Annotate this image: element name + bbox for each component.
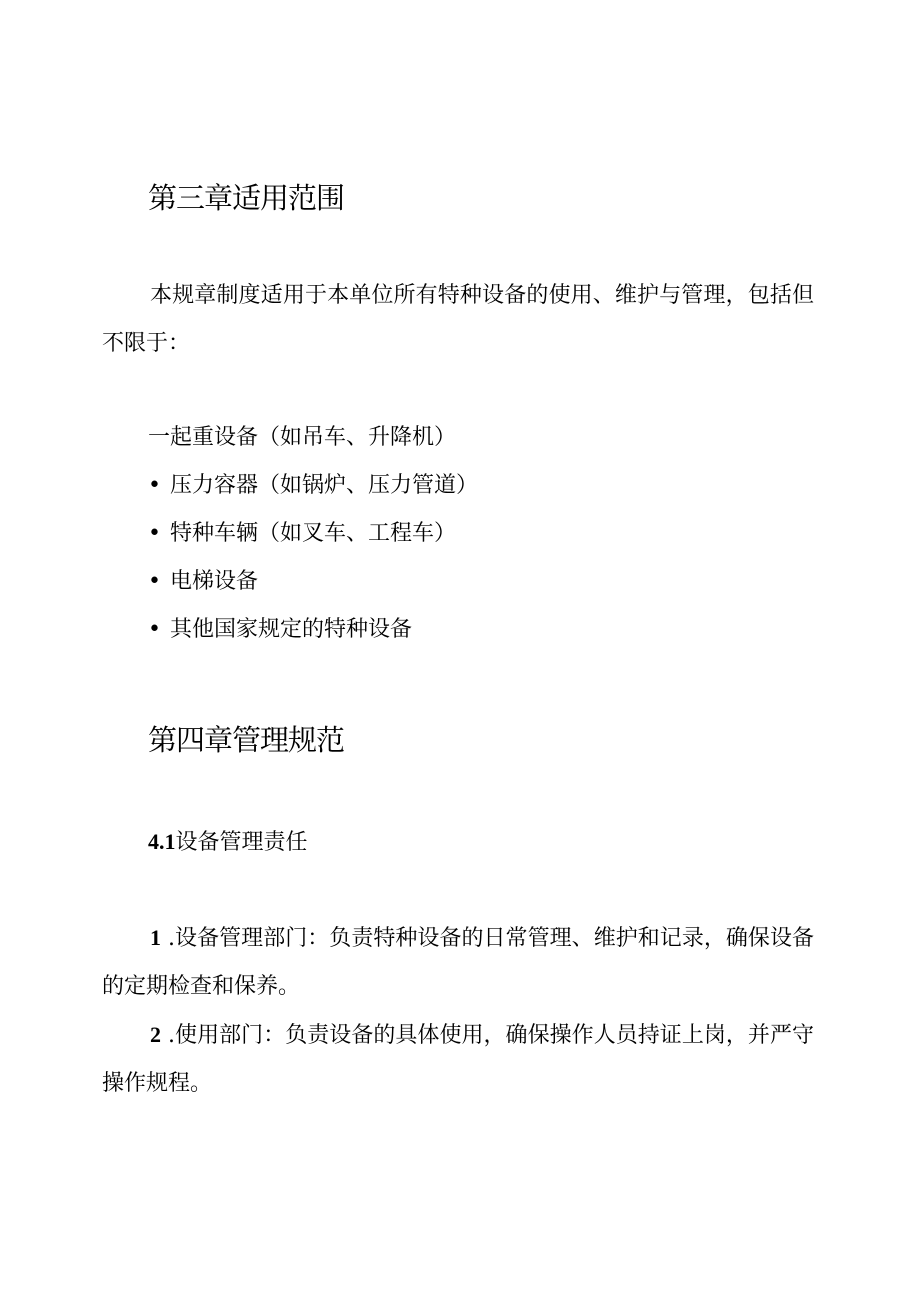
chapter3-intro: 本规章制度适用于本单位所有特种设备的使用、维护与管理，包括但不限于： xyxy=(102,283,814,356)
list-item-text: 压力容器（如锅炉、压力管道） xyxy=(170,473,479,498)
bullet-icon: • xyxy=(148,569,161,594)
bullet-icon: • xyxy=(148,617,161,642)
bullet-icon: • xyxy=(148,521,161,546)
chapter4-title: 第四章管理规范 xyxy=(148,723,345,757)
list-item xyxy=(148,475,478,497)
clause-text: .设备管理部门：负责特种设备的日常管理、维护和记录，确保设备的定期检查和保养。 xyxy=(102,926,814,999)
list-item-text: 起重设备（如吊车、升降机） xyxy=(170,425,457,450)
clause-2 xyxy=(102,1011,814,1108)
list-item-text: 特种车辆（如叉车、工程车） xyxy=(170,521,457,546)
list-item xyxy=(148,523,456,545)
list-item xyxy=(148,427,456,449)
section-number: 4.1 xyxy=(148,829,176,854)
list-item-text: 其他国家规定的特种设备 xyxy=(170,617,413,642)
list-item-text: 电梯设备 xyxy=(170,569,259,594)
clause-text: .使用部门：负责设备的具体使用，确保操作人员持证上岗，并严守操作规程。 xyxy=(102,1023,814,1096)
list-item xyxy=(148,619,412,641)
clause-1 xyxy=(102,914,814,1011)
chapter3-title: 第三章适用范围 xyxy=(148,181,345,215)
list-marker: 一 xyxy=(148,425,171,450)
section-heading xyxy=(148,831,308,854)
clause-number: 1 xyxy=(150,925,161,950)
list-item xyxy=(148,571,258,593)
bullet-icon: • xyxy=(148,473,161,498)
section-title: 设备管理责任 xyxy=(175,830,308,855)
clause-number: 2 xyxy=(150,1022,161,1047)
